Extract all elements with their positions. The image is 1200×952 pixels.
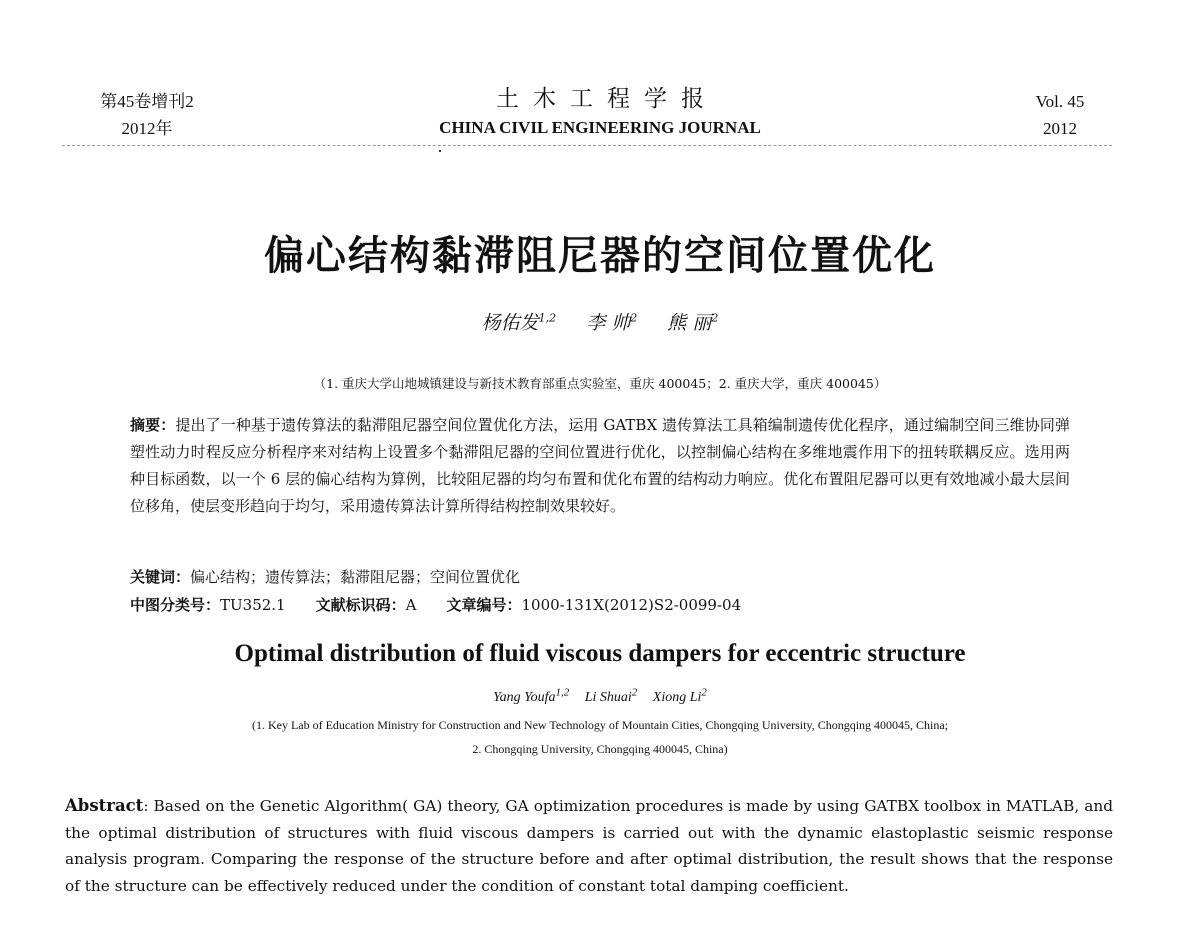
header-rule xyxy=(62,145,1112,146)
authors-cn xyxy=(0,308,1200,335)
authors-en xyxy=(0,686,1200,706)
abstract-cn-text: 提出了一种基于遗传算法的黏滞阻尼器空间位置优化方法，运用 GATBX 遗传算法工具箱编制遗传优化程序，通过编制空间三维协同弹塑性动力时程反应分析程序来对结构上设置多个黏滞阻尼器的空间位置进行优化，以控制偏心结构在多维地震作用下的扭转联耦反应。选用两种目标函数，以一个 6 层的偏心结构为算例，比较阻尼器的均匀布置和优化布置的结构动力响应。优化布置阻尼器可以更有效地减小最大层间位移角，使层变形趋向于均匀，采用遗传算法计算所得结构控制效果较好。 xyxy=(130,416,1070,515)
abstract-cn xyxy=(130,412,1070,520)
keywords-cn-label: 关键词： xyxy=(130,568,191,586)
doc-code-value: A xyxy=(405,596,417,614)
header-volume-cn xyxy=(62,88,232,142)
year-en: 2012 xyxy=(1043,119,1077,138)
author-en: Li Shuai$^2$ xyxy=(584,686,638,705)
journal-name-en: CHINA CIVIL ENGINEERING JOURNAL xyxy=(439,118,761,137)
header-volume-en xyxy=(1010,88,1110,142)
article-no-label: 文章编号： xyxy=(446,596,522,614)
author-cn: 杨佑发$^{1,2}$ xyxy=(481,311,557,334)
article-no-value: 1000-131X(2012)S2-0099-04 xyxy=(521,596,742,614)
clc-value: TU352.1 xyxy=(220,596,286,614)
affiliation-en-line1: (1. Key Lab of Education Ministry for Construction and New Technology of Mountain Cities, Chongqing University, Chongqing 400045, China; xyxy=(251,718,949,732)
year-cn: 2012年 xyxy=(121,119,173,138)
author-en: Yang Youfa$^{1,2}$ xyxy=(493,686,570,705)
abstract-en-label: Abstract xyxy=(65,796,144,815)
doc-code-label: 文献标识码： xyxy=(315,596,406,614)
abstract-en-sep: : xyxy=(143,797,154,815)
affiliation-en-line2: 2. Chongqing University, Chongqing 400045, China) xyxy=(472,742,728,756)
author-en: Xiong Li$^2$ xyxy=(652,686,707,705)
affiliation-en xyxy=(0,713,1200,761)
clc-label: 中图分类号： xyxy=(130,596,221,614)
keywords-cn xyxy=(130,566,520,588)
classification-cn xyxy=(130,594,741,616)
author-cn: 熊 丽$^2$ xyxy=(667,311,719,334)
keywords-cn-text: 偏心结构；遗传算法；黏滞阻尼器；空间位置优化 xyxy=(190,568,521,586)
abstract-cn-label: 摘要： xyxy=(130,416,176,434)
volume-issue-cn: 第45卷增刊2 xyxy=(100,92,194,111)
affiliation-cn: （1. 重庆大学山地城镇建设与新技术教育部重点实验室，重庆 400045；2. 重庆大学，重庆 400045） xyxy=(313,376,887,391)
paper-title-en: Optimal distribution of fluid viscous dampers for eccentric structure xyxy=(234,640,966,667)
journal-name-cn: 土木工程学报 xyxy=(496,86,718,111)
author-cn: 李 帅$^2$ xyxy=(586,311,638,334)
paper-title-cn: 偏心结构黏滞阻尼器的空间位置优化 xyxy=(264,233,936,279)
volume-en: Vol. 45 xyxy=(1035,92,1085,111)
header-journal xyxy=(380,84,820,140)
abstract-en xyxy=(65,793,1113,899)
abstract-en-text: Based on the Genetic Algorithm( GA) theory, GA optimization procedures is made by using GATBX toolbox in MATLAB, and the optimal distribution of structures with fluid viscous dampers is carried out with the dynamic elastoplastic seismic response analysis program. Comparing the response of the structure before and after optimal distribution, the result shows that the response of the structure can be effectively reduced under the condition of constant total damping coefficient. xyxy=(65,797,1113,895)
speck-mark xyxy=(439,150,441,152)
